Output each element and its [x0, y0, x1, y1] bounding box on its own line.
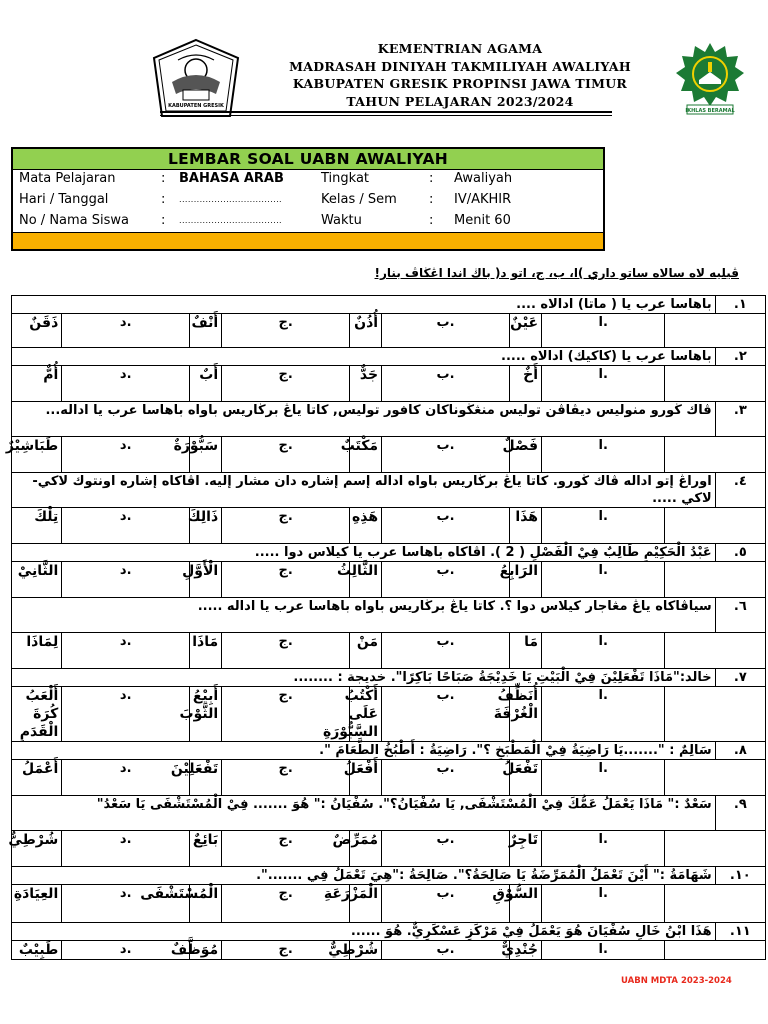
- number-column-spacer: [665, 687, 766, 742]
- option-b-letter: ب.: [382, 437, 510, 473]
- option-a-letter: ا.: [542, 314, 665, 348]
- options-row: [12, 437, 766, 473]
- question-text: اوراڠ إتو اداله ڤاك ڬورو. كاتا ياڠ برڬاريس باواه اداله إسم إشاره دان مشار إليه. اڤاكاه إشاره اونتوك لاكي-لاكي .....: [12, 473, 716, 508]
- option-a-text[interactable]: أَخٌ: [510, 366, 542, 402]
- number-column-spacer: [665, 831, 766, 867]
- option-a-letter: ا.: [542, 633, 665, 669]
- header-line-regency: KABUPATEN GRESIK PROPINSI JAWA TIMUR: [292, 76, 628, 91]
- option-d-letter: د.: [62, 562, 190, 598]
- option-d-letter: د.: [62, 885, 190, 923]
- option-d-letter: د.: [62, 508, 190, 544]
- option-a-text[interactable]: الرَابِعُ: [510, 562, 542, 598]
- option-c-text[interactable]: الْأَوَّلِ: [190, 562, 222, 598]
- question-number: .٨: [715, 742, 765, 760]
- options-row: [12, 633, 766, 669]
- info-label-2: Kelas / Sem: [321, 192, 397, 207]
- question-text: عَبْدُ الْحَكِيْمِ طَالِبٌ فِيْ الْفَصْلِ ( 2 ). اڤاكاه باهاسا عرب يا كيلاس دوا .....: [12, 544, 716, 562]
- question-text: شَهَامَةُ :" أَيْنَ تَعْمَلُ الْمُمَرِّضَةُ يَا صَالِحَةُ؟". صَالِحَةُ :"هِيَ تَعْمَلُ فِي .......".: [12, 867, 716, 885]
- option-d-letter: د.: [62, 760, 190, 796]
- info-label: No / Nama Siswa: [19, 213, 130, 228]
- info-accent-bar: [13, 232, 603, 249]
- option-c-text[interactable]: ذَالِكَ: [190, 508, 222, 544]
- option-a-letter: ا.: [542, 562, 665, 598]
- question-number: .١٠: [715, 867, 765, 885]
- option-c-text[interactable]: مَاذَا: [190, 633, 222, 669]
- info-label: Mata Pelajaran: [19, 171, 116, 186]
- option-d-text[interactable]: الثَّانِيْ: [12, 562, 62, 598]
- options-row: [12, 941, 766, 960]
- option-c-text[interactable]: مُوَظَّفٌ: [190, 941, 222, 960]
- option-a-letter: ا.: [542, 831, 665, 867]
- option-c-letter: ج.: [222, 760, 350, 796]
- question-table: [5, 295, 766, 960]
- option-b-text[interactable]: أَكْتُبُ عَلَى السَّبُّوْرَةِ: [350, 687, 382, 742]
- option-c-letter: ج.: [222, 366, 350, 402]
- option-d-text[interactable]: شُرْطِيٌّ: [12, 831, 62, 867]
- option-b-text[interactable]: أَفْعَلُ: [350, 760, 382, 796]
- name-blank: ...................................: [179, 216, 283, 225]
- option-c-text[interactable]: تَفْعَلِيْنَ: [190, 760, 222, 796]
- option-c-letter: ج.: [222, 885, 350, 923]
- option-d-text[interactable]: أَلْعَبُ كُرَةَ الْقَدَمِ: [12, 687, 62, 742]
- question-row: [12, 544, 766, 562]
- option-a-text[interactable]: عَيْنٌ: [510, 314, 542, 348]
- option-d-letter: د.: [62, 366, 190, 402]
- option-a-text[interactable]: مَا: [510, 633, 542, 669]
- option-d-letter: د.: [62, 941, 190, 960]
- kemenag-logo: [675, 42, 745, 116]
- option-d-letter: د.: [62, 633, 190, 669]
- number-column-spacer: [665, 437, 766, 473]
- option-a-letter: ا.: [542, 437, 665, 473]
- options-row: [12, 885, 766, 923]
- number-column-spacer: [665, 366, 766, 402]
- option-a-text[interactable]: أُنَظِّفُ الْغُرْفَةَ: [510, 687, 542, 742]
- number-column-spacer: [665, 941, 766, 960]
- header-divider-thin: [160, 115, 612, 116]
- question-text: ڤاك ڬورو منوليس ديڤاڤن توليس منڠڬوناكان كافور توليس, كاتا ياڠ برڬاريس باواه باهاسا عرب يا اداله...: [12, 402, 716, 437]
- option-c-letter: ج.: [222, 437, 350, 473]
- options-row: [12, 687, 766, 742]
- question-number: .٧: [715, 669, 765, 687]
- info-row-subject: [13, 169, 603, 191]
- info-value-2: Awaliyah: [454, 171, 513, 186]
- option-d-text[interactable]: طَبِيْبٌ: [12, 941, 62, 960]
- option-b-text[interactable]: الْمَزْرَعَةِ: [350, 885, 382, 923]
- option-a-text[interactable]: فَصْلٌ: [510, 437, 542, 473]
- header-line-ministry: KEMENTRIAN AGAMA: [377, 41, 543, 56]
- option-a-text[interactable]: تَاجِرٌ: [510, 831, 542, 867]
- number-column-spacer: [665, 562, 766, 598]
- option-c-letter: ج.: [222, 687, 350, 742]
- question-row: [12, 348, 766, 366]
- question-number: .٦: [715, 598, 765, 633]
- option-c-letter: ج.: [222, 314, 350, 348]
- option-b-letter: ب.: [382, 831, 510, 867]
- question-row: [12, 796, 766, 831]
- option-a-text[interactable]: هَذَا: [510, 508, 542, 544]
- info-row-date: [13, 190, 603, 212]
- question-row: [12, 742, 766, 760]
- date-blank: ...................................: [179, 195, 283, 204]
- info-sep-2: :: [429, 213, 434, 228]
- question-text: خالد:"مَاذَا تَفْعَلِيْنَ فِيْ الْبَيْتِ يَا خَدِيْجَةُ صَبَاحًا بَاكِرًا". خديجة : ........: [12, 669, 716, 687]
- option-c-text[interactable]: أَنْفٌ: [190, 314, 222, 348]
- question-number: .٣: [715, 402, 765, 437]
- options-row: [12, 314, 766, 348]
- options-row: [12, 562, 766, 598]
- school-header: [200, 40, 720, 110]
- option-a-letter: ا.: [542, 508, 665, 544]
- left-logo-caption: KABUPATEN GRESIK: [168, 103, 224, 109]
- option-b-text[interactable]: هَذِهِ: [350, 508, 382, 544]
- option-c-letter: ج.: [222, 508, 350, 544]
- option-b-text[interactable]: مَكْتَبٌ: [350, 437, 382, 473]
- option-c-text[interactable]: بَائِعٌ: [190, 831, 222, 867]
- question-text: هَذَا ابْنُ خَالِ سُفْيَانَ هُوَ يَعْمَلُ فِيْ مَرْكَزِ عَسْكَرِيٌّ. هُوَ ......: [12, 923, 716, 941]
- option-d-letter: د.: [62, 831, 190, 867]
- option-c-text[interactable]: سَبُّوْرَةٌ: [190, 437, 222, 473]
- question-number: .٤: [715, 473, 765, 508]
- question-number: .١: [715, 296, 765, 314]
- option-c-text[interactable]: أَبٌ: [190, 366, 222, 402]
- question-text: سياڤاكاه ياڠ مڠاجار كيلاس دوا ؟. كاتا ياڠ برڬاريس باواه باهاسا عرب يا اداله .....: [12, 598, 716, 633]
- option-d-text[interactable]: أُمٌّ: [12, 366, 62, 402]
- number-column-spacer: [665, 760, 766, 796]
- option-b-letter: ب.: [382, 314, 510, 348]
- question-number: .١١: [715, 923, 765, 941]
- option-b-text[interactable]: مَنْ: [350, 633, 382, 669]
- option-b-text[interactable]: شُرْطِيٌّ: [350, 941, 382, 960]
- option-b-letter: ب.: [382, 508, 510, 544]
- header-line-madrasah: MADRASAH DINIYAH TAKMILIYAH AWALIYAH: [289, 58, 631, 74]
- option-d-letter: د.: [62, 437, 190, 473]
- option-b-letter: ب.: [382, 633, 510, 669]
- question-text: باهاسا عرب يا (كاكيك) ادالاه .....: [12, 348, 716, 366]
- option-b-text[interactable]: مُمَرِّضٌ: [350, 831, 382, 867]
- option-a-text[interactable]: جُنْدِيٌّ: [510, 941, 542, 960]
- exam-title: LEMBAR SOAL UABN AWALIYAH: [13, 149, 603, 170]
- option-a-letter: ا.: [542, 760, 665, 796]
- exam-info-box: [11, 147, 605, 251]
- option-b-text[interactable]: جَدٌّ: [350, 366, 382, 402]
- option-b-letter: ب.: [382, 941, 510, 960]
- question-text: سَالِمٌ : ".......يَا رَاضِيَةُ فِيْ الْمَطْبَخِ ؟". رَاضِيَةُ : أَطْبُخُ الطَّعَامَ ".: [12, 742, 716, 760]
- option-c-letter: ج.: [222, 831, 350, 867]
- footer-label: UABN MDTA 2023-2024: [621, 976, 732, 986]
- info-label: Hari / Tanggal: [19, 192, 109, 207]
- option-a-letter: ا.: [542, 366, 665, 402]
- option-a-letter: ا.: [542, 687, 665, 742]
- option-b-letter: ب.: [382, 885, 510, 923]
- question-row: [12, 402, 766, 437]
- info-row-student: [13, 211, 603, 233]
- info-sep: :: [161, 213, 166, 228]
- info-sep-2: :: [429, 192, 434, 207]
- options-row: [12, 508, 766, 544]
- option-c-letter: ج.: [222, 562, 350, 598]
- option-b-letter: ب.: [382, 687, 510, 742]
- question-row: [12, 598, 766, 633]
- info-value-2: Menit 60: [454, 213, 511, 228]
- option-c-text[interactable]: أَبِيْعُ الثَّوْبَ: [190, 687, 222, 742]
- question-row: [12, 669, 766, 687]
- option-b-letter: ب.: [382, 366, 510, 402]
- instructions: ڤيليه لاه سالاه ساتو داري )ا، ب، ج، اتو د( باڬ اندا اڠڬاڤ بنار!: [374, 266, 739, 280]
- number-column-spacer: [665, 633, 766, 669]
- info-value-2: IV/AKHIR: [454, 192, 512, 207]
- info-sep: :: [161, 171, 166, 186]
- option-d-text[interactable]: لِمَاذَا: [12, 633, 62, 669]
- question-row: [12, 923, 766, 941]
- question-number: .٥: [715, 544, 765, 562]
- question-text: باهاسا عرب يا ( ماتا) ادالاه ....: [12, 296, 716, 314]
- option-a-letter: ا.: [542, 941, 665, 960]
- option-d-text[interactable]: ذَقَنٌ: [12, 314, 62, 348]
- option-a-text[interactable]: تَفْعَلُ: [510, 760, 542, 796]
- question-row: [12, 867, 766, 885]
- number-column-spacer: [665, 314, 766, 348]
- info-label-2: Waktu: [321, 213, 362, 228]
- info-value: BAHASA ARAB: [179, 171, 284, 186]
- question-text: سَعْدٌ :" مَاذَا يَعْمَلُ عَمُّكَ فِيْ الْمُسْتَشْفَى, يَا سُفْيَانُ؟". سُفْيَانُ :" هُوَ ....... فِيْ الْمُسْتَشْفَى يَا سَعْدُ": [12, 796, 716, 831]
- info-sep-2: :: [429, 171, 434, 186]
- option-c-letter: ج.: [222, 633, 350, 669]
- option-c-text[interactable]: الْمُسْتَشْفَى: [190, 885, 222, 923]
- number-column-spacer: [665, 508, 766, 544]
- question-row: [12, 296, 766, 314]
- options-row: [12, 760, 766, 796]
- option-c-letter: ج.: [222, 941, 350, 960]
- option-d-text[interactable]: العِيَادَةِ: [12, 885, 62, 923]
- option-d-text[interactable]: أَعْمَلُ: [12, 760, 62, 796]
- question-number: .٩: [715, 796, 765, 831]
- option-a-text[interactable]: السُّوْقِ: [510, 885, 542, 923]
- option-b-letter: ب.: [382, 760, 510, 796]
- header-line-year: TAHUN PELAJARAN 2023/2024: [346, 93, 574, 109]
- option-d-letter: د.: [62, 314, 190, 348]
- option-b-text[interactable]: الثَّالِثُ: [350, 562, 382, 598]
- info-sep: :: [161, 192, 166, 207]
- option-b-letter: ب.: [382, 562, 510, 598]
- option-d-letter: د.: [62, 687, 190, 742]
- options-row: [12, 831, 766, 867]
- option-d-text[interactable]: طَبَاشِيْرٌ: [12, 437, 62, 473]
- question-number: .٢: [715, 348, 765, 366]
- question-row: [12, 473, 766, 508]
- options-row: [12, 366, 766, 402]
- right-logo-caption: IKHLAS BERAMAL: [685, 108, 735, 114]
- option-b-text[interactable]: أُذُنٌ: [350, 314, 382, 348]
- option-a-letter: ا.: [542, 885, 665, 923]
- info-label-2: Tingkat: [321, 171, 370, 186]
- header-divider: [160, 111, 612, 113]
- number-column-spacer: [665, 885, 766, 923]
- option-d-text[interactable]: تِلْكَ: [12, 508, 62, 544]
